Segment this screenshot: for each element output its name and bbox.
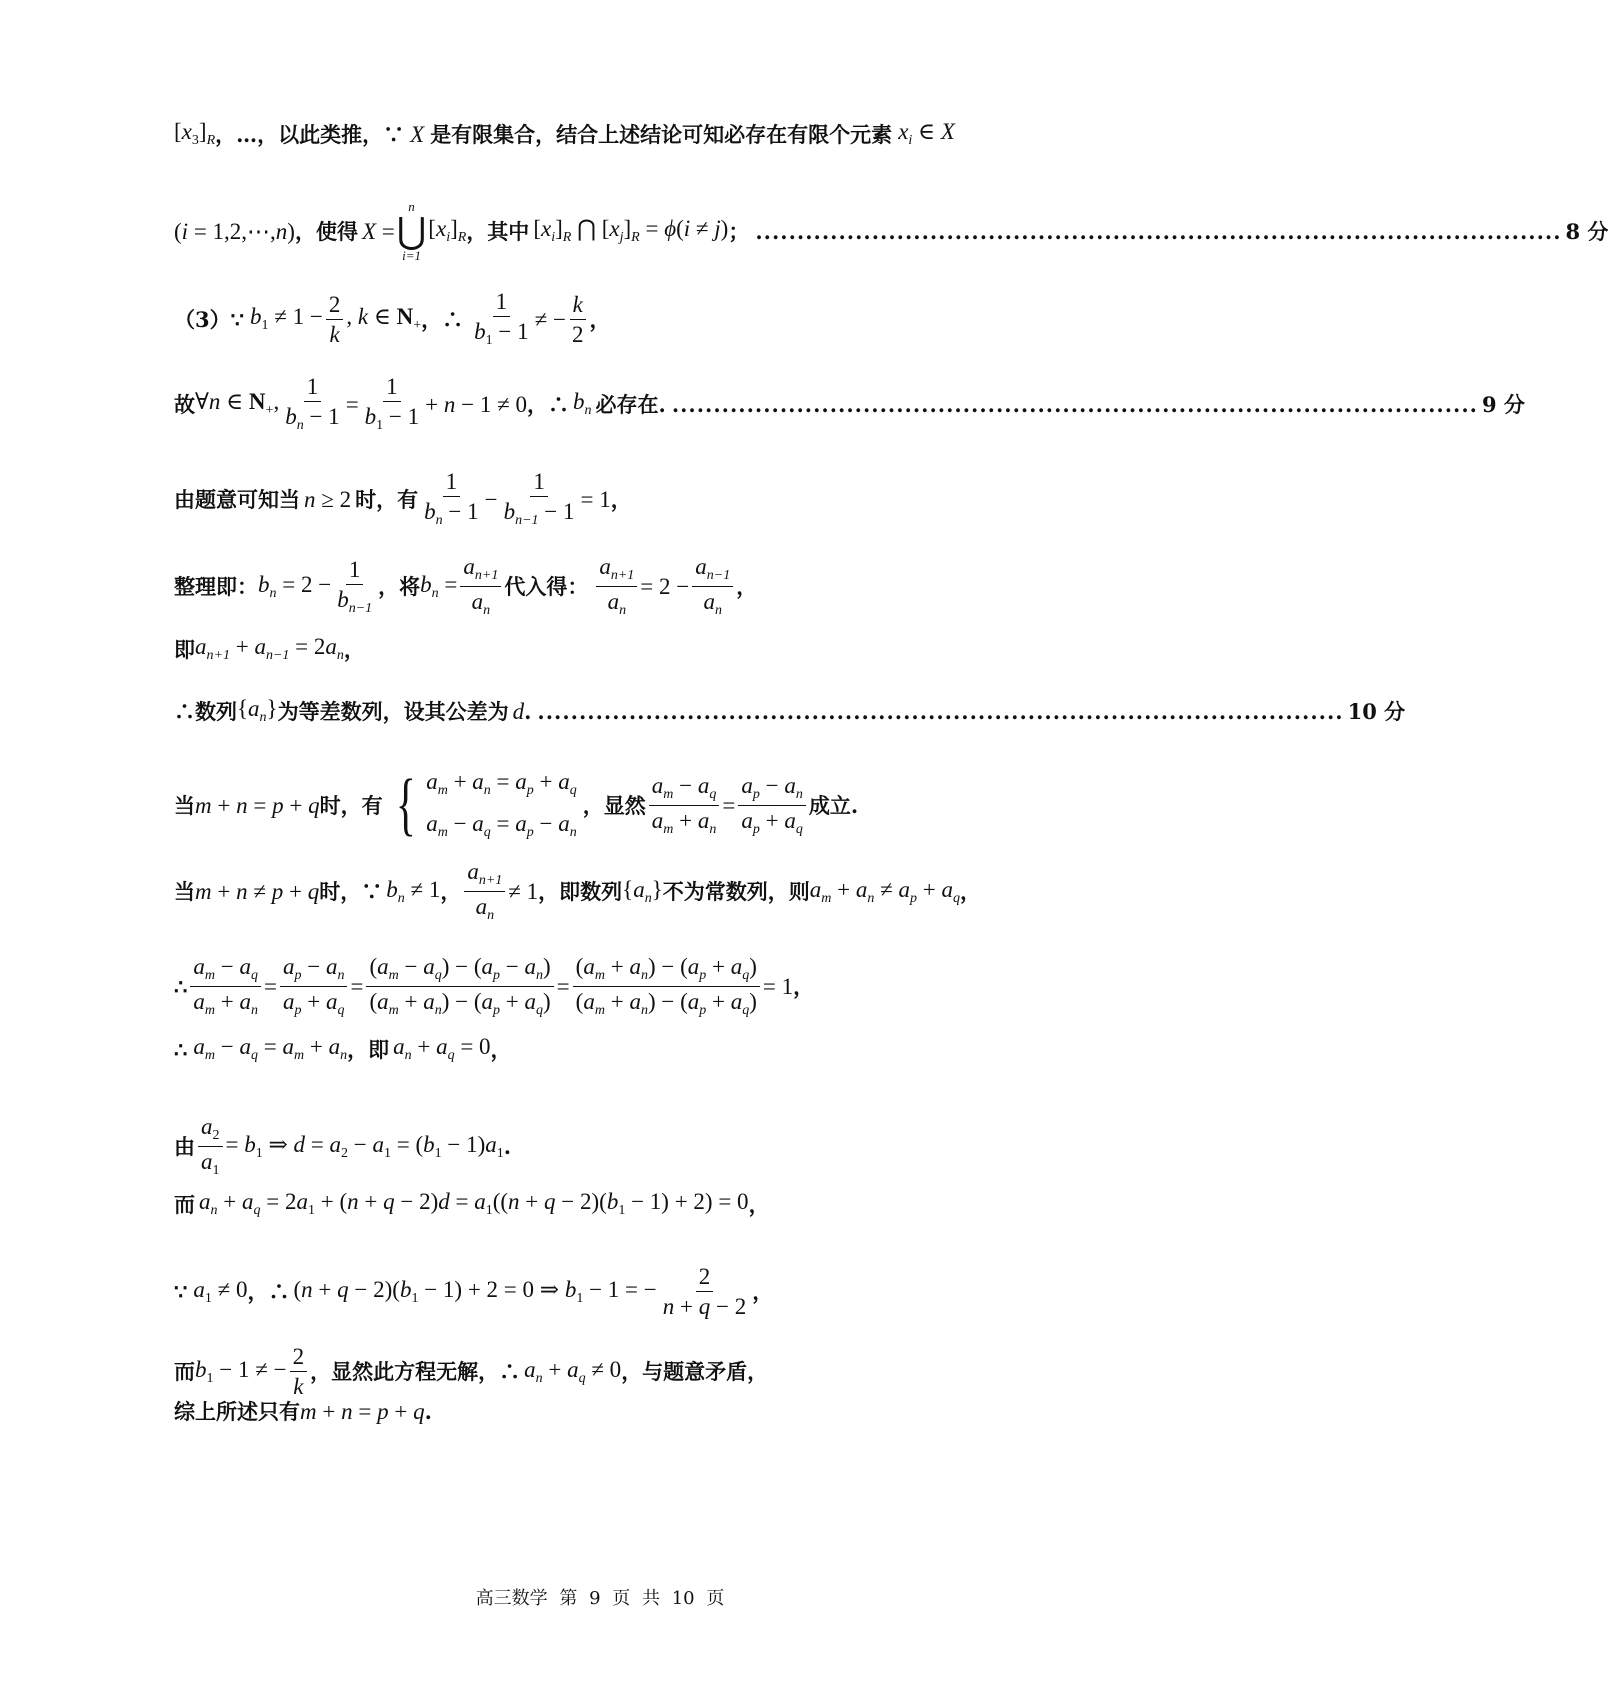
text-line-3: （3） ∵ $b_1 \ne 1$ − $\frac{2}{k}$ , k ∈ $N_+$ ，∴ $\frac{1}{b_1 - 1}$ ≠ − $\frac{k}{2}$ ， <box>174 289 611 348</box>
text-line-11: ∴ $\frac{a_m - a_q}{a_m + a_n}$ = $\frac{a_p - a_n}{a_p + a_q}$ = $\frac{(a_m - a_q) - (a_p - a_n)}{(a_m + a_n) - (a_p + a_q)}$ = $\frac{(a_m + a_n) - (a_p + a_q)}{(a_m + a_n) - (a_p + a_q)}$ = 1 ， <box>174 954 815 1018</box>
math-inline: $[x_3]_R$ <box>174 119 216 148</box>
page-footer: 高三数学 第 9 页 共 10 页 <box>475 1588 725 1609</box>
text-line-1: $[x_3]_R$ ，…，以此类推，∵ X 是有限集合，结合上述结论可知必存在有限个元素 $x_i$ ∈ X <box>174 119 955 148</box>
text-line-2: (i = 1,2,⋯,n) ，使得 X = n ⋃ i=1 $[x_i]_R$ ，其中 $[x_i]_R$ ⋂ $[x_j]_R = \phi(i \ne j)$ ； ................................................................................................. 8 分 <box>174 199 1608 263</box>
text-line-10: 当 m + n ≠ p + q 时，∵ $b_n \ne 1$ ， $\frac{a_{n+1}}{a_n}$ ≠ 1 ，即数列 $\{a_n\}$ 不为常数列，则 $a_m + a_n \ne a_p + a_q$ ， <box>174 859 981 923</box>
text-line-7: 即 $a_{n+1} + a_{n-1} = 2a_n$ ， <box>174 634 365 663</box>
text-line-17: 综上所述只有 m + n = p + q . <box>174 1399 432 1424</box>
text-line-13: 由 $\frac{a_2}{a_1}$ = $b_1$ ⇒ $d = a_2 - a_1 = (b_1 - 1)a_1$ . <box>174 1114 512 1178</box>
score-label: 10 分 <box>1347 698 1406 724</box>
text-line-15: ∵ $a_1 \ne 0$ ，∴ $(n + q - 2)(b_1 - 1) + 2 = 0$ ⇒ $b_1 - 1$ = − $\frac{2}{n + q - 2}$ ， <box>174 1264 774 1319</box>
leader-dots: ................................................................................................. <box>671 391 1478 417</box>
score-label: 9 分 <box>1481 391 1525 417</box>
text-line-9: 当 m + n = p + q 时，有 { $a_m + a_n = a_p + a_q$ $a_m - a_q = a_p - a_n$ ，显然 $\frac{a_m - a_q}{a_m + a_n}$ = $\frac{a_p - a_n}{a_p + a_q}$ 成立. <box>174 766 859 843</box>
text-line-14: 而 $a_n + a_q = 2a_1 + (n + q - 2)d = a_1((n + q - 2)(b_1 - 1) + 2) = 0$ ， <box>174 1189 770 1218</box>
score-label: 8 分 <box>1565 218 1608 244</box>
text-line-12: ∴ $a_m - a_q = a_m + a_n$ ，即 $a_n + a_q = 0$ ， <box>174 1034 512 1063</box>
text-line-8: ∴数列 $\{a_n\}$ 为等差数列，设其公差为 d . ................................................................................................. 10 分 <box>174 696 1406 725</box>
text-line-4: 故 ∀n ∈ $N_+$, $\frac{1}{b_n - 1}$ = $\frac{1}{b_1 - 1}$ + n − 1 ≠ 0 ，∴ $b_n$ 必存在. ................................................................................................. 9 分 <box>174 374 1525 433</box>
leader-dots: ................................................................................................. <box>755 218 1562 244</box>
leader-dots: ................................................................................................. <box>537 698 1344 724</box>
text-line-6: 整理即： $b_n = 2$ − $\frac{1}{b_{n-1}}$ ，将 $b_n$ = $\frac{a_{n+1}}{a_n}$ 代入得： $\frac{a_{n+1}}{a_n}$ = 2 − $\frac{a_{n-1}}{a_n}$ ， <box>174 554 758 618</box>
text-line-16: 而 $b_1 - 1$ ≠ − $\frac{2}{k}$ ，显然此方程无解，∴ $a_n + a_q \ne 0$ ，与题意矛盾， <box>174 1344 769 1399</box>
text-line-5: 由题意可知当 n ≥ 2 时，有 $\frac{1}{b_n - 1}$ − $\frac{1}{b_{n-1} - 1}$ = 1 ， <box>174 469 632 528</box>
